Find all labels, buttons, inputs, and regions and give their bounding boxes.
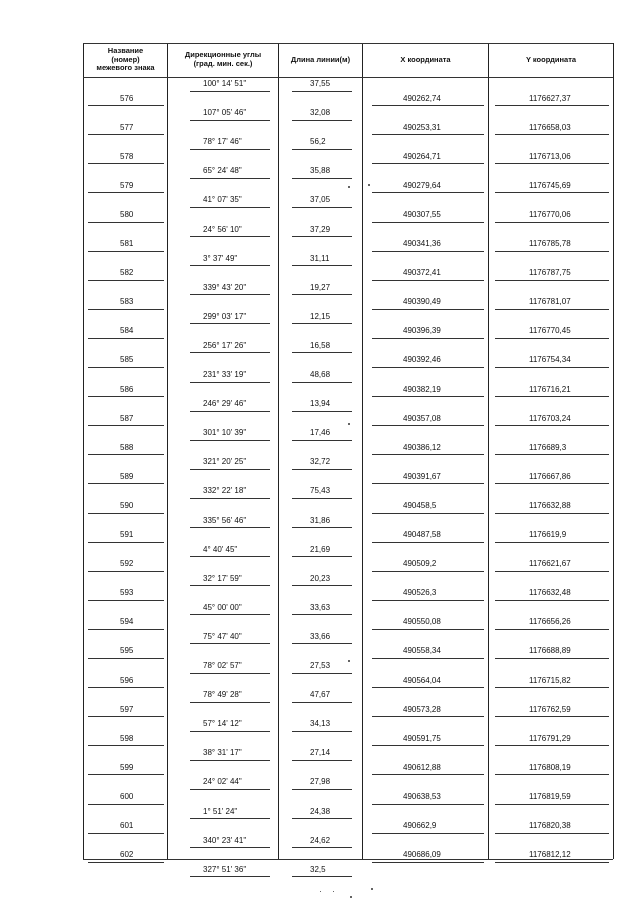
x-coordinate-cell: 490487,58	[403, 530, 441, 540]
direction-angle-cell: 301° 10' 39"	[203, 428, 247, 438]
row-rule	[495, 483, 609, 484]
row-rule	[88, 542, 164, 543]
row-rule	[372, 658, 484, 659]
column-divider	[488, 43, 489, 859]
x-coordinate-cell: 490558,34	[403, 646, 441, 656]
line-length-cell: 17,46	[310, 428, 331, 438]
x-coordinate-cell: 490686,09	[403, 850, 441, 860]
y-coordinate-cell: 1176688,89	[529, 646, 571, 656]
direction-angle-cell: 65° 24' 48"	[203, 166, 242, 176]
row-rule	[372, 716, 484, 717]
direction-angle-cell: 100° 14' 51"	[203, 79, 247, 88]
x-coordinate-cell: 490386,12	[403, 442, 441, 452]
row-rule	[372, 367, 484, 368]
direction-angle-cell: 321° 20' 25"	[203, 457, 247, 467]
scan-speck	[368, 184, 370, 186]
point-name-cell: 583	[120, 297, 134, 307]
direction-angle-cell: 3° 37' 49"	[203, 253, 238, 263]
row-rule	[292, 149, 352, 150]
row-rule	[495, 134, 609, 135]
direction-angle-cell: 340° 23' 41"	[203, 835, 247, 845]
x-coordinate-cell: 490264,71	[403, 151, 441, 161]
row-rule	[292, 789, 352, 790]
row-rule	[190, 265, 270, 266]
row-rule	[495, 862, 609, 863]
row-rule	[190, 789, 270, 790]
line-length-cell: 16,58	[310, 340, 331, 350]
header-line-length: Длина линии(м)	[290, 54, 351, 64]
row-rule	[372, 192, 484, 193]
row-rule	[372, 600, 484, 601]
row-rule	[292, 440, 352, 441]
row-rule	[190, 236, 270, 237]
y-coordinate-cell: 1176656,26	[529, 617, 571, 627]
point-name-cell: 588	[120, 442, 134, 452]
line-length-cell: 19,27	[310, 282, 331, 292]
point-name-cell: 591	[120, 530, 134, 540]
line-length-cell: 12,15	[310, 311, 331, 321]
row-rule	[372, 338, 484, 339]
row-rule	[495, 745, 609, 746]
scan-speck	[348, 660, 350, 662]
point-name-cell: 592	[120, 559, 134, 569]
point-name-cell: 595	[120, 646, 134, 656]
row-rule	[88, 280, 164, 281]
row-rule	[88, 454, 164, 455]
point-name-cell: 585	[120, 355, 134, 365]
line-length-cell: 37,55	[310, 79, 331, 88]
direction-angle-cell: 45° 00' 00"	[203, 602, 242, 612]
x-coordinate-cell: 490612,88	[403, 762, 441, 772]
point-name-cell: 594	[120, 617, 134, 627]
row-rule	[292, 673, 352, 674]
row-rule	[190, 498, 270, 499]
row-rule	[292, 207, 352, 208]
row-rule	[495, 163, 609, 164]
row-rule	[495, 309, 609, 310]
row-rule	[495, 251, 609, 252]
point-name-cell: 578	[120, 151, 134, 161]
x-coordinate-cell: 490573,28	[403, 704, 441, 714]
y-coordinate-cell: 1176658,03	[529, 122, 571, 132]
header-point-name: Название (номер) межевого знака	[96, 46, 155, 73]
row-rule	[292, 614, 352, 615]
row-rule	[495, 542, 609, 543]
row-rule	[190, 847, 270, 848]
row-rule	[88, 629, 164, 630]
row-rule	[190, 294, 270, 295]
row-rule	[495, 425, 609, 426]
direction-angle-cell: 4° 40' 45"	[203, 544, 238, 554]
point-name-cell: 590	[120, 500, 134, 510]
row-rule	[495, 367, 609, 368]
row-rule	[372, 542, 484, 543]
y-coordinate-cell: 1176667,86	[529, 471, 571, 481]
row-rule	[292, 120, 352, 121]
y-coordinate-cell: 1176791,29	[529, 733, 571, 743]
row-rule	[88, 192, 164, 193]
x-coordinate-cell: 490262,74	[403, 93, 441, 103]
row-rule	[190, 556, 270, 557]
row-rule	[88, 716, 164, 717]
row-rule	[83, 859, 613, 860]
scan-speck	[320, 891, 321, 892]
point-name-cell: 587	[120, 413, 134, 423]
y-coordinate-cell: 1176787,75	[529, 268, 571, 278]
row-rule	[190, 818, 270, 819]
row-rule	[372, 862, 484, 863]
line-length-cell: 32,5	[310, 864, 326, 874]
row-rule	[292, 818, 352, 819]
row-rule	[292, 760, 352, 761]
direction-angle-cell: 299° 03' 17"	[203, 311, 247, 321]
row-rule	[88, 513, 164, 514]
line-length-cell: 32,08	[310, 108, 331, 118]
row-rule	[372, 454, 484, 455]
y-coordinate-cell: 1176781,07	[529, 297, 571, 307]
row-rule	[372, 483, 484, 484]
row-rule	[372, 571, 484, 572]
scan-speck	[350, 896, 352, 898]
direction-angle-cell: 41° 07' 35"	[203, 195, 242, 205]
row-rule	[190, 382, 270, 383]
row-rule	[292, 585, 352, 586]
row-rule	[292, 411, 352, 412]
point-name-cell: 582	[120, 268, 134, 278]
row-rule	[292, 498, 352, 499]
row-rule	[88, 745, 164, 746]
row-rule	[88, 309, 164, 310]
row-rule	[190, 352, 270, 353]
row-rule	[88, 774, 164, 775]
line-length-cell: 24,62	[310, 835, 331, 845]
x-coordinate-cell: 490279,64	[403, 180, 441, 190]
y-coordinate-cell: 1176713,06	[529, 151, 571, 161]
row-rule	[495, 192, 609, 193]
row-rule	[495, 774, 609, 775]
row-rule	[372, 687, 484, 688]
row-rule	[495, 396, 609, 397]
row-rule	[495, 454, 609, 455]
y-coordinate-cell: 1176621,67	[529, 559, 571, 569]
row-rule	[372, 280, 484, 281]
line-length-cell: 20,23	[310, 573, 331, 583]
row-rule	[372, 251, 484, 252]
row-rule	[495, 804, 609, 805]
row-rule	[495, 687, 609, 688]
direction-angle-cell: 335° 56' 46"	[203, 515, 247, 525]
y-coordinate-cell: 1176754,34	[529, 355, 571, 365]
row-rule	[495, 222, 609, 223]
row-rule	[88, 862, 164, 863]
x-coordinate-cell: 490662,9	[403, 821, 437, 831]
row-rule	[190, 731, 270, 732]
x-coordinate-cell: 490509,2	[403, 559, 437, 569]
point-name-cell: 581	[120, 239, 134, 249]
x-coordinate-cell: 490357,08	[403, 413, 441, 423]
y-coordinate-cell: 1176819,59	[529, 791, 571, 801]
x-coordinate-cell: 490253,31	[403, 122, 441, 132]
y-coordinate-cell: 1176619,9	[529, 530, 567, 540]
y-coordinate-cell: 1176808,19	[529, 762, 571, 772]
x-coordinate-cell: 490391,67	[403, 471, 441, 481]
point-name-cell: 599	[120, 762, 134, 772]
row-rule	[190, 614, 270, 615]
row-rule	[372, 309, 484, 310]
x-coordinate-cell: 490382,19	[403, 384, 441, 394]
row-rule	[292, 294, 352, 295]
x-coordinate-cell: 490372,41	[403, 268, 441, 278]
row-rule	[190, 469, 270, 470]
y-coordinate-cell: 1176820,38	[529, 821, 571, 831]
row-rule	[372, 833, 484, 834]
line-length-cell: 27,14	[310, 748, 331, 758]
row-rule	[372, 105, 484, 106]
direction-angle-cell: 327° 51' 36"	[203, 864, 247, 874]
row-rule	[292, 556, 352, 557]
line-length-cell: 24,38	[310, 806, 331, 816]
row-rule	[88, 367, 164, 368]
point-name-cell: 580	[120, 209, 134, 219]
row-rule	[292, 847, 352, 848]
row-rule	[495, 716, 609, 717]
row-rule	[190, 207, 270, 208]
point-name-cell: 577	[120, 122, 134, 132]
line-length-cell: 37,05	[310, 195, 331, 205]
row-rule	[88, 687, 164, 688]
point-name-cell: 579	[120, 180, 134, 190]
point-name-cell: 584	[120, 326, 134, 336]
row-rule	[88, 338, 164, 339]
row-rule	[292, 643, 352, 644]
point-name-cell: 586	[120, 384, 134, 394]
row-rule	[292, 876, 352, 877]
direction-angle-cell: 24° 56' 10"	[203, 224, 242, 234]
row-rule	[495, 600, 609, 601]
row-rule	[372, 513, 484, 514]
y-coordinate-cell: 1176632,48	[529, 588, 571, 598]
line-length-cell: 34,13	[310, 719, 331, 729]
row-rule	[292, 265, 352, 266]
direction-angle-cell: 231° 33' 19"	[203, 370, 247, 379]
row-rule	[190, 149, 270, 150]
row-rule	[88, 222, 164, 223]
row-rule	[372, 774, 484, 775]
row-rule	[495, 105, 609, 106]
point-name-cell: 602	[120, 850, 134, 860]
row-rule	[88, 833, 164, 834]
row-rule	[292, 382, 352, 383]
row-rule	[292, 469, 352, 470]
line-length-cell: 21,69	[310, 544, 331, 554]
row-rule	[88, 483, 164, 484]
y-coordinate-cell: 1176812,12	[529, 850, 571, 860]
direction-angle-cell: 256° 17' 26"	[203, 340, 247, 350]
row-rule	[88, 163, 164, 164]
row-rule	[495, 833, 609, 834]
row-rule	[292, 731, 352, 732]
row-rule	[372, 222, 484, 223]
x-coordinate-cell: 490458,5	[403, 500, 437, 510]
x-coordinate-cell: 490564,04	[403, 675, 441, 685]
direction-angle-cell: 1° 51' 24"	[203, 806, 238, 816]
point-name-cell: 600	[120, 791, 134, 801]
header-y-coordinate: Y координата	[525, 54, 577, 64]
point-name-cell: 601	[120, 821, 134, 831]
x-coordinate-cell: 490396,39	[403, 326, 441, 336]
line-length-cell: 32,72	[310, 457, 331, 467]
row-rule	[292, 178, 352, 179]
direction-angle-cell: 332° 22' 18"	[203, 486, 247, 496]
row-rule	[292, 352, 352, 353]
header-x-coordinate: X координата	[400, 54, 451, 64]
y-coordinate-cell: 1176770,45	[529, 326, 571, 336]
line-length-cell: 48,68	[310, 370, 331, 379]
column-divider	[167, 43, 168, 859]
x-coordinate-cell: 490638,53	[403, 791, 441, 801]
table-border-right	[613, 43, 614, 859]
row-rule	[190, 323, 270, 324]
x-coordinate-cell: 490591,75	[403, 733, 441, 743]
column-divider	[362, 43, 363, 859]
line-length-cell: 31,86	[310, 515, 331, 525]
point-name-cell: 598	[120, 733, 134, 743]
row-rule	[495, 513, 609, 514]
line-length-cell: 27,53	[310, 661, 331, 670]
header-direction-angle: Дирекционные углы (град. мин. сек.)	[184, 50, 262, 68]
line-length-cell: 13,94	[310, 399, 331, 409]
line-length-cell: 33,63	[310, 602, 331, 612]
direction-angle-cell: 32° 17' 59"	[203, 573, 242, 583]
line-length-cell: 37,29	[310, 224, 331, 234]
row-rule	[292, 323, 352, 324]
row-rule	[495, 658, 609, 659]
x-coordinate-cell: 490390,49	[403, 297, 441, 307]
row-rule	[88, 600, 164, 601]
row-rule	[372, 134, 484, 135]
x-coordinate-cell: 490392,46	[403, 355, 441, 365]
point-name-cell: 596	[120, 675, 134, 685]
row-rule	[190, 178, 270, 179]
row-rule	[372, 425, 484, 426]
row-rule	[190, 585, 270, 586]
direction-angle-cell: 78° 02' 57"	[203, 661, 242, 670]
line-length-cell: 75,43	[310, 486, 331, 496]
row-rule	[88, 396, 164, 397]
y-coordinate-cell: 1176627,37	[529, 93, 571, 103]
direction-angle-cell: 339° 43' 20"	[203, 282, 247, 292]
direction-angle-cell: 78° 49' 28"	[203, 690, 242, 700]
point-name-cell: 589	[120, 471, 134, 481]
direction-angle-cell: 107° 05' 46"	[203, 108, 247, 118]
direction-angle-cell: 38° 31' 17"	[203, 748, 242, 758]
direction-angle-cell: 57° 14' 12"	[203, 719, 242, 729]
row-rule	[88, 251, 164, 252]
x-coordinate-cell: 490307,55	[403, 209, 441, 219]
y-coordinate-cell: 1176785,78	[529, 239, 571, 249]
y-coordinate-cell: 1176703,24	[529, 413, 571, 423]
header-bottom-border	[83, 77, 613, 78]
direction-angle-cell: 246° 29' 46"	[203, 399, 247, 409]
row-rule	[292, 236, 352, 237]
scan-speck	[348, 186, 350, 188]
y-coordinate-cell: 1176745,69	[529, 180, 571, 190]
row-rule	[88, 571, 164, 572]
row-rule	[190, 91, 270, 92]
row-rule	[372, 745, 484, 746]
x-coordinate-cell: 490341,36	[403, 239, 441, 249]
row-rule	[88, 105, 164, 106]
line-length-cell: 47,67	[310, 690, 331, 700]
row-rule	[190, 702, 270, 703]
row-rule	[88, 804, 164, 805]
table-border-left	[83, 43, 84, 859]
row-rule	[190, 760, 270, 761]
row-rule	[495, 629, 609, 630]
row-rule	[292, 527, 352, 528]
scan-speck	[333, 891, 334, 892]
row-rule	[190, 643, 270, 644]
row-rule	[88, 425, 164, 426]
direction-angle-cell: 24° 02' 44"	[203, 777, 242, 787]
row-rule	[190, 527, 270, 528]
row-rule	[88, 658, 164, 659]
row-rule	[292, 702, 352, 703]
line-length-cell: 56,2	[310, 137, 326, 147]
line-length-cell: 33,66	[310, 631, 331, 641]
row-rule	[372, 163, 484, 164]
line-length-cell: 31,11	[310, 253, 330, 263]
row-rule	[190, 673, 270, 674]
direction-angle-cell: 75° 47' 40"	[203, 631, 242, 641]
y-coordinate-cell: 1176689,3	[529, 442, 567, 452]
y-coordinate-cell: 1176715,82	[529, 675, 571, 685]
y-coordinate-cell: 1176770,06	[529, 209, 571, 219]
x-coordinate-cell: 490526,3	[403, 588, 437, 598]
point-name-cell: 576	[120, 93, 134, 103]
y-coordinate-cell: 1176716,21	[529, 384, 571, 394]
row-rule	[88, 134, 164, 135]
scan-speck	[371, 888, 373, 890]
row-rule	[372, 629, 484, 630]
row-rule	[495, 571, 609, 572]
row-rule	[292, 91, 352, 92]
row-rule	[372, 396, 484, 397]
y-coordinate-cell: 1176762,59	[529, 704, 571, 714]
point-name-cell: 597	[120, 704, 134, 714]
direction-angle-cell: 78° 17' 46"	[203, 137, 242, 147]
row-rule	[495, 338, 609, 339]
row-rule	[190, 120, 270, 121]
y-coordinate-cell: 1176632,88	[529, 500, 571, 510]
row-rule	[190, 876, 270, 877]
row-rule	[190, 411, 270, 412]
point-name-cell: 593	[120, 588, 134, 598]
x-coordinate-cell: 490550,08	[403, 617, 441, 627]
line-length-cell: 27,98	[310, 777, 331, 787]
row-rule	[495, 280, 609, 281]
scan-speck	[348, 423, 350, 425]
row-rule	[372, 804, 484, 805]
line-length-cell: 35,88	[310, 166, 331, 176]
column-divider	[278, 43, 279, 859]
row-rule	[190, 440, 270, 441]
